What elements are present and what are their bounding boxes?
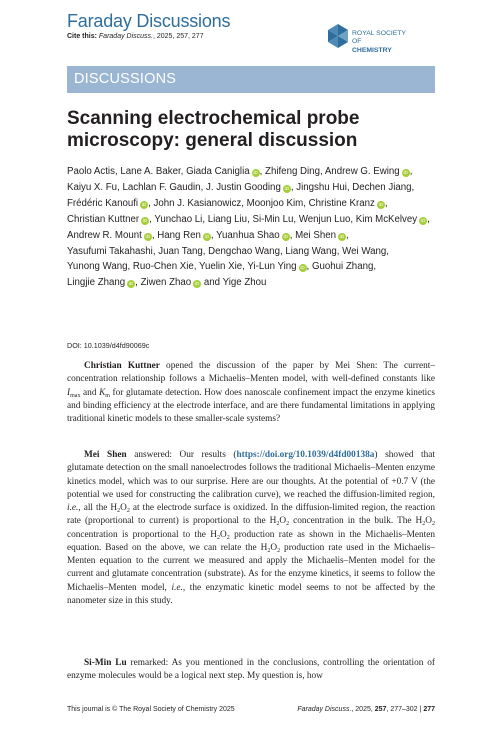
author-separator: , [193,261,197,273]
author [154,214,205,225]
author-separator: , [241,197,244,209]
footer-year: , 2025, [351,706,375,713]
orcid-icon[interactable]: iD [403,170,408,175]
author-name: J. Justin Gooding [205,181,281,193]
author-name: Yi-Lun Ying [247,261,297,273]
paragraph-text: for glutamate detection. How does nanoscale confinement impact the enzyme kinetics and binding efficiency at the electrode interface, and are there fundamental limitations in applying traditional kinetic models to these smaller-scale systems? [67,387,435,425]
author-name: Yunchao Li [154,213,203,225]
author-separator: , [117,181,120,193]
paragraph-text: remarked: As you mentioned in the conclusions, controlling the orientation of enzyme molecules would be a logical next step. My question is, how [67,658,435,682]
paragraph-text: O [220,529,227,540]
footer-pages: , 277–302 [386,706,418,713]
author-separator: , [202,213,206,225]
author-separator: , [259,166,263,177]
discussion-paragraph [67,449,435,608]
speaker-name: Si-Min Lu [84,658,127,668]
author [122,182,203,193]
author-separator: , [373,261,377,273]
author-separator: , [306,261,310,273]
author-separator: , [247,213,250,225]
author-name: Moonjoo Kim [246,197,304,209]
author-separator: , [210,229,214,241]
author-separator: , [114,166,118,177]
author-name: Lachlan F. Gaudin [122,181,201,193]
author-name: Christian Kuttner [67,213,140,225]
author-name: Andrew G. Ewing [324,166,400,177]
author-name: Liang Liu [207,213,248,225]
author [67,182,120,193]
orcid-icon[interactable]: iD [420,217,426,223]
author [153,198,243,209]
subscript: 2 [277,547,281,554]
orcid-icon[interactable]: iD [195,281,200,287]
author [216,230,292,241]
author-name: Liang Wang [285,245,337,257]
author [67,261,130,272]
author-separator: , [242,261,245,273]
author [223,277,267,288]
author-name: Andrew R. Mount [67,229,142,241]
cite-line [67,33,204,40]
section-banner [67,66,435,93]
author-separator: , [149,213,152,225]
author-separator: , [152,245,156,257]
orcid-icon[interactable]: iD [145,233,151,239]
author [186,166,262,177]
section-label: DISCUSSIONS [74,71,177,87]
footer-citation [297,706,435,713]
subscript: 2 [432,521,435,528]
subscript: 2 [126,508,130,515]
author-name: Kaiyu X. Fu [67,181,118,193]
author [356,214,430,225]
author-separator: , [200,181,204,193]
author-name: Yasufumi Takahashi [67,245,153,257]
orcid-icon[interactable]: iD [300,265,305,271]
author-name: Christine Kranz [308,197,375,209]
author-separator: , [386,245,389,257]
paragraph-text: , all the H [78,503,118,514]
author-name: Hang Ren [157,229,201,241]
author-separator: , [346,181,350,193]
discussion-paragraph [67,657,435,684]
author-list [67,164,439,291]
author-name: Lingjie Zhang [67,277,126,289]
author [325,166,413,177]
author-name: Si-Min Lu [252,213,294,225]
author-name: Dengchao Wang [208,245,280,257]
author [309,198,388,209]
author [247,261,309,272]
author-name: Zhifeng Ding [265,166,320,177]
author [285,246,339,257]
paragraph-text: O [425,516,432,527]
speaker-name: Christian Kuttner [84,361,160,371]
cite-details: , 2025, 257, 277 [152,33,204,40]
subscript: 2 [217,534,221,541]
author [199,261,245,272]
author-name: John J. Kasianowicz [153,197,242,209]
author [67,230,155,241]
author [208,214,250,225]
author-separator: , [411,181,415,193]
author-separator: , [427,213,430,225]
copyright-notice: This journal is © The Royal Society of Chemistry 2025 [67,706,235,713]
symbol-k: K [99,387,106,398]
author-name: Ruo-Chen Xie [132,261,194,273]
author [120,166,183,177]
author [208,246,283,257]
author [342,246,389,257]
author-name: Ziwen Zhao [140,277,192,289]
author-name: Frédéric Kanoufi [67,197,139,209]
author [312,261,376,272]
orcid-icon[interactable]: iD [253,170,258,175]
paragraph-text: and [80,387,100,398]
author-separator: , [336,245,340,257]
author-separator: , [346,229,349,241]
journal-title: Faraday Discussions [67,11,231,31]
author [206,182,294,193]
author-separator: , [303,197,306,209]
article-title: Scanning electrochemical probe microscopy: general discussion [67,108,360,151]
author-name: Jingshu Hui [296,181,347,193]
author-joiner: and [203,277,221,289]
paragraph-text: concentration in the bulk. The H [289,516,423,527]
author-name: Guohui Zhang [311,261,374,273]
publisher-line-1: ROYAL SOCIETY [352,30,407,37]
author-separator: , [319,166,323,177]
author [295,230,349,241]
page-footer [67,706,435,713]
paragraph-text: ) showed that glutamate detection on the small nanoelectrodes follows the traditional Michaelis–Menten enzyme kinetics model, which was to our surprise. Here are our thoughts. At the potential of +0.7 V (the potential we used for constructing the calibration curve), we reached the diffusion-limited region, [67,450,436,500]
author-separator: , [202,245,206,257]
paragraph-text: production rate used in the Michaelis–Menten equation to the current we measured and apply the Michaelis–Menten model for the current and glutamate concentration (substrate). As for the enzyme kinetics, it seems to follow the Michaelis–Menten model, [67,542,435,593]
paragraph-text: at the electrode surface is oxidized. In the diffusion-limited region, the reaction rate (proportional to current) is proportional to the H [67,503,435,527]
latin-abbrev: i.e. [67,503,79,514]
author-separator: , [127,261,131,273]
doi-line[interactable]: DOI: 10.1039/d4fd90069c [67,341,150,350]
subscript: 2 [117,508,121,515]
subscript: 2 [422,521,426,528]
orcid-icon[interactable]: iD [378,201,384,207]
orcid-icon[interactable]: iD [141,201,147,207]
paragraph-text: O [270,542,278,553]
orcid-icon[interactable]: iD [339,233,345,239]
subscript: 2 [286,521,290,528]
discussion-paragraph [67,360,435,426]
author [265,166,323,177]
paragraph-text: production rate as shown in the Michaelis–Menten equation. Based on the above, we can relate the H [67,529,435,553]
author [157,230,213,241]
author-separator: , [151,229,155,241]
author-name: Giada Caniglia [186,166,250,177]
author-name: Yuelin Xie [199,261,243,273]
orcid-icon[interactable]: iD [284,185,290,191]
paragraph-text: , the enzymatic kinetic model seems to not be affected by the nanometer size in this study. [67,582,435,606]
publisher-line-2: OF [352,38,362,46]
publisher-logo [328,24,438,58]
author [67,246,156,257]
author [299,214,353,225]
author-name: Yuanhua Shao [216,229,280,241]
paragraph-text: answered: Our results ( [126,450,237,460]
author-name: Wenjun Luo [298,213,351,225]
author-separator: , [279,245,283,257]
symbol-i: I [67,387,71,398]
footer-journal: Faraday Discuss. [297,706,352,713]
author-name: Kim McKelvey [355,213,418,225]
paragraph-text: O [279,516,287,527]
author [296,182,349,193]
subscript: m [105,392,110,399]
reference-link[interactable]: https://doi.org/10.1039/d4fd00138a [236,450,375,460]
author-separator: , [180,166,184,177]
author-separator: , [384,197,388,209]
author [352,182,414,193]
paragraph-text: opened the discussion of the paper by Mei Shen: The current–concentration relationship follows a Michaelis–Menten model, with well-defined constants like [67,361,435,385]
latin-abbrev: i.e. [171,582,183,593]
orcid-icon[interactable]: iD [129,281,134,287]
author-separator: , [290,181,294,193]
paragraph-text: concentration is proportional to the H [67,529,218,540]
author-name: Paolo Actis [67,166,115,177]
author-name: Lane A. Baker [120,166,181,177]
author [67,214,152,225]
author-separator: , [409,166,413,177]
subscript: 2 [226,534,230,541]
author [158,246,205,257]
author-separator: , [289,229,293,241]
author-name: Mei Shen [295,229,337,241]
author-separator: , [148,197,151,209]
author [67,166,118,177]
author [67,277,138,288]
rsc-logo-icon [328,24,348,48]
subscript: max [70,392,81,399]
author [67,198,151,209]
page-number: 277 [423,706,435,713]
author-name: Yunong Wang [67,261,128,273]
author-name: Juan Tang [158,245,203,257]
publisher-line-3: CHEMISTRY [352,46,392,54]
cite-label: Cite this: [67,33,97,40]
author-name: Wei Wang [342,245,387,257]
paragraph-text: O [120,503,127,514]
author [141,277,202,288]
subscript: 2 [276,521,280,528]
orcid-icon[interactable]: iD [204,233,210,239]
cite-journal: Faraday Discuss. [98,33,153,40]
author [247,198,306,209]
author-separator: , [350,213,354,225]
author-name: Dechen Jiang [352,181,412,193]
footer-volume: 257 [374,706,387,713]
author [252,214,296,225]
author-separator: , [135,277,138,289]
author-name: Yige Zhou [222,277,267,289]
speaker-name: Mei Shen [84,450,127,460]
publisher-name [352,30,406,55]
orcid-icon[interactable]: iD [283,233,288,239]
footer-separator: | [417,706,424,713]
author-separator: , [293,213,297,225]
author [133,261,197,272]
subscript: 2 [267,547,271,554]
orcid-icon[interactable]: iD [142,217,148,223]
